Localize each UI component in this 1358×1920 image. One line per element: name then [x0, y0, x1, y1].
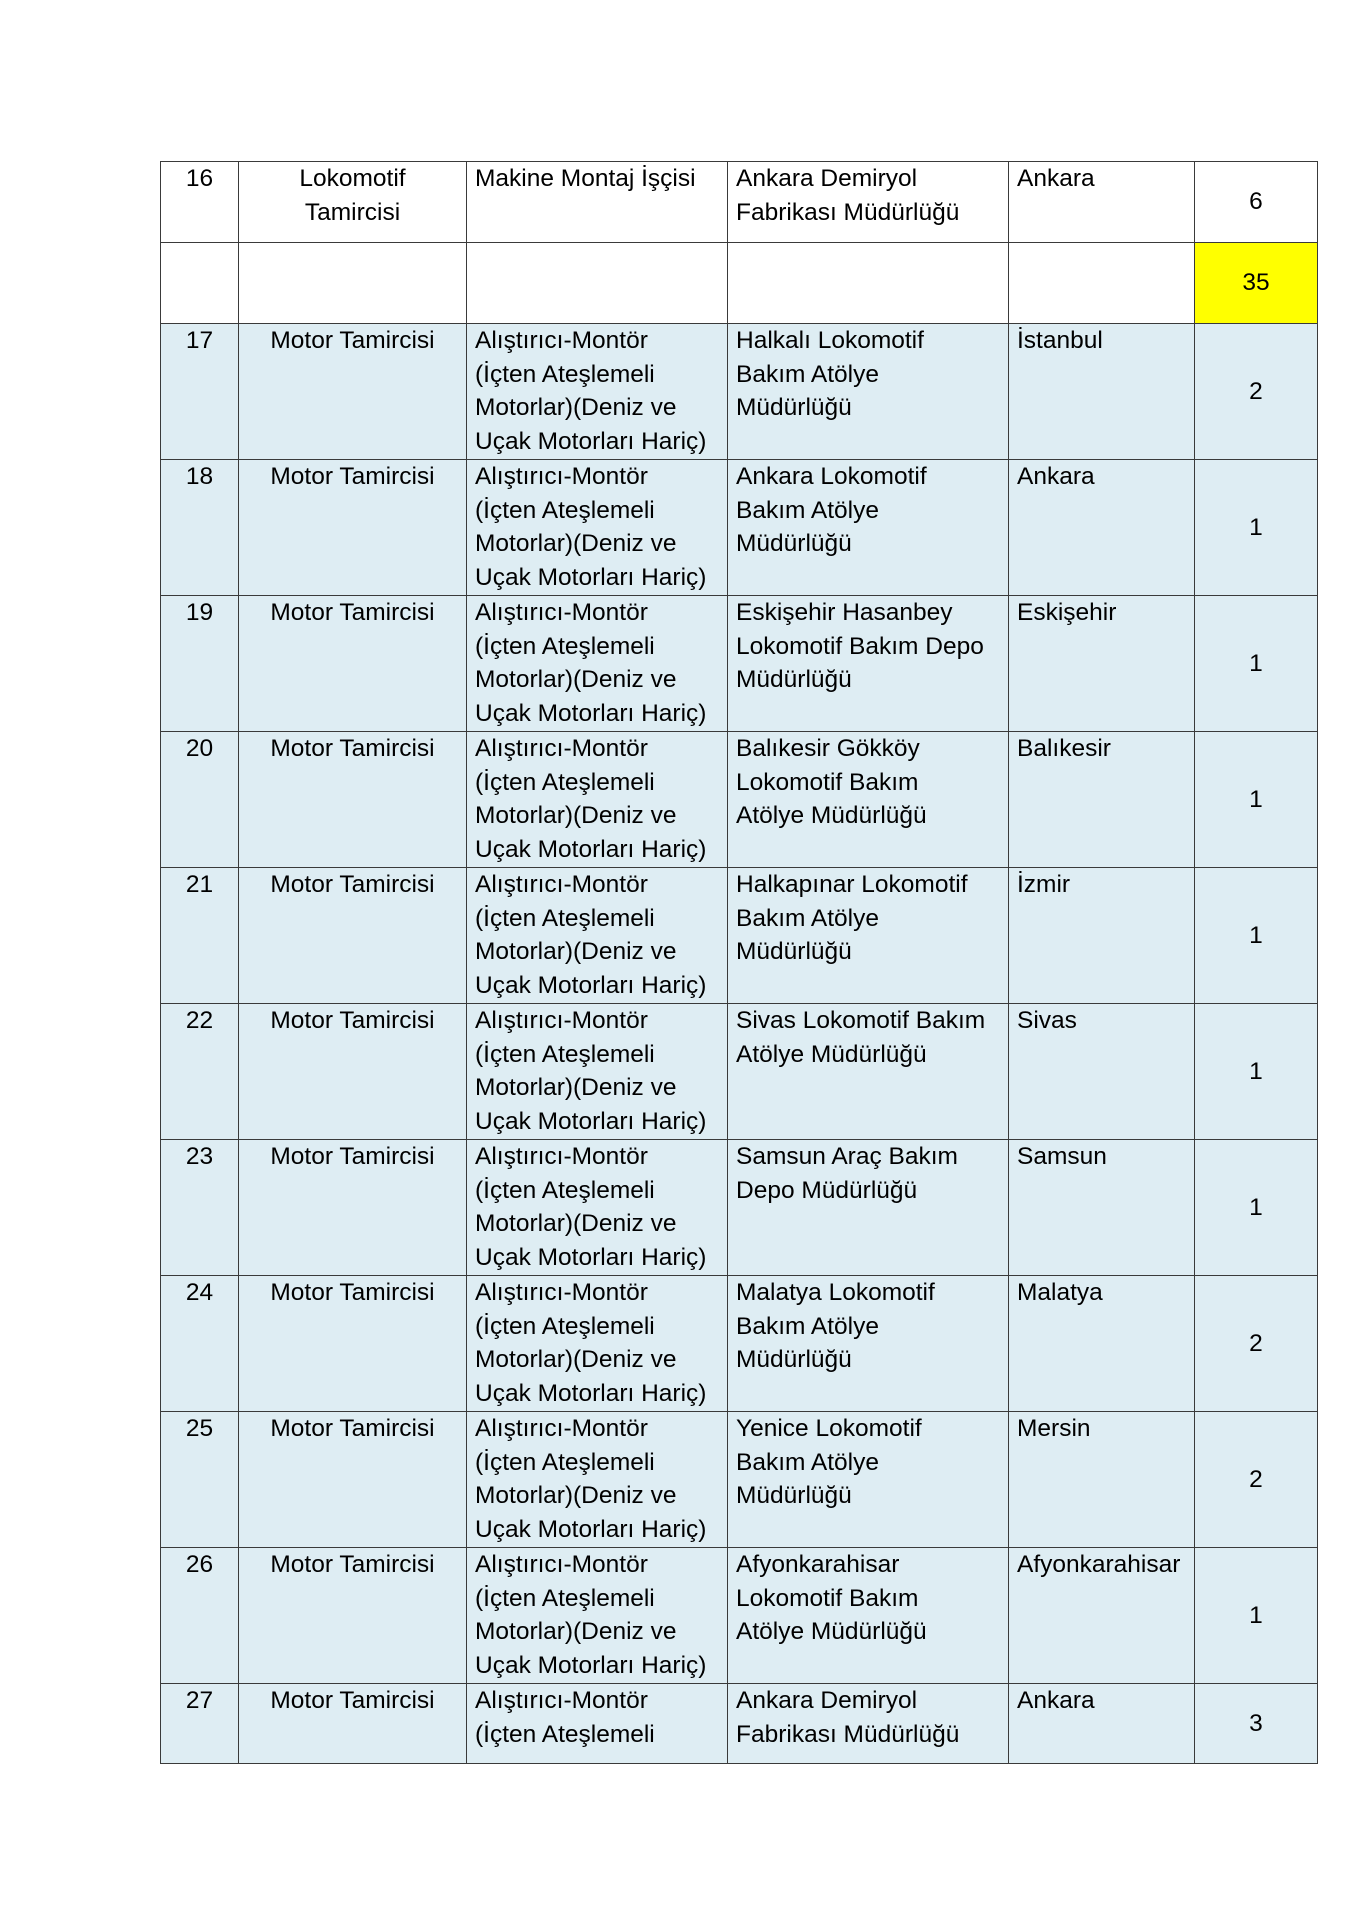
- row-number: 23: [161, 1140, 239, 1276]
- city: Afyonkarahisar: [1009, 1548, 1195, 1684]
- row-number: 22: [161, 1004, 239, 1140]
- city: Ankara: [1009, 1684, 1195, 1764]
- table-row: [161, 1548, 1318, 1684]
- position-count: 6: [1195, 162, 1318, 243]
- staff-table: [160, 161, 1318, 1764]
- job-title: Motor Tamircisi: [239, 1276, 467, 1412]
- position-count: 2: [1195, 1276, 1318, 1412]
- unit-name: Balıkesir Gökköy Lokomotif Bakım Atölye Müdürlüğü: [728, 732, 1009, 868]
- unit-name: Malatya Lokomotif Bakım Atölye Müdürlüğü: [728, 1276, 1009, 1412]
- position-count: 1: [1195, 1004, 1318, 1140]
- job-title: Lokomotif Tamircisi: [239, 162, 467, 243]
- unit-name: Ankara Lokomotif Bakım Atölye Müdürlüğü: [728, 460, 1009, 596]
- occupation: Alıştırıcı-Montör (İçten Ateşlemeli Motorlar)(Deniz ve Uçak Motorları Hariç): [467, 1548, 728, 1684]
- city: Sivas: [1009, 1004, 1195, 1140]
- empty-cell: [161, 243, 239, 324]
- row-number: 25: [161, 1412, 239, 1548]
- job-title: Motor Tamircisi: [239, 1412, 467, 1548]
- unit-name: Halkapınar Lokomotif Bakım Atölye Müdürlüğü: [728, 868, 1009, 1004]
- city: Malatya: [1009, 1276, 1195, 1412]
- occupation: Alıştırıcı-Montör (İçten Ateşlemeli Motorlar)(Deniz ve Uçak Motorları Hariç): [467, 324, 728, 460]
- city: Ankara: [1009, 162, 1195, 243]
- position-count: 1: [1195, 596, 1318, 732]
- empty-cell: [239, 243, 467, 324]
- occupation: Alıştırıcı-Montör (İçten Ateşlemeli Motorlar)(Deniz ve Uçak Motorları Hariç): [467, 596, 728, 732]
- city: Samsun: [1009, 1140, 1195, 1276]
- occupation: Alıştırıcı-Montör (İçten Ateşlemeli Motorlar)(Deniz ve Uçak Motorları Hariç): [467, 732, 728, 868]
- job-title: Motor Tamircisi: [239, 1684, 467, 1764]
- unit-name: Samsun Araç Bakım Depo Müdürlüğü: [728, 1140, 1009, 1276]
- occupation: Makine Montaj İşçisi: [467, 162, 728, 243]
- occupation: Alıştırıcı-Montör (İçten Ateşlemeli: [467, 1684, 728, 1764]
- city: Ankara: [1009, 460, 1195, 596]
- job-title: Motor Tamircisi: [239, 732, 467, 868]
- job-title: Motor Tamircisi: [239, 460, 467, 596]
- city: Eskişehir: [1009, 596, 1195, 732]
- city: Mersin: [1009, 1412, 1195, 1548]
- occupation: Alıştırıcı-Montör (İçten Ateşlemeli Motorlar)(Deniz ve Uçak Motorları Hariç): [467, 460, 728, 596]
- unit-name: Halkalı Lokomotif Bakım Atölye Müdürlüğü: [728, 324, 1009, 460]
- row-number: 16: [161, 162, 239, 243]
- row-number: 26: [161, 1548, 239, 1684]
- table-row: [161, 1140, 1318, 1276]
- row-number: 27: [161, 1684, 239, 1764]
- job-title: Motor Tamircisi: [239, 1004, 467, 1140]
- position-count: 1: [1195, 1140, 1318, 1276]
- unit-name: Afyonkarahisar Lokomotif Bakım Atölye Müdürlüğü: [728, 1548, 1009, 1684]
- row-number: 24: [161, 1276, 239, 1412]
- empty-cell: [728, 243, 1009, 324]
- unit-name: Ankara Demiryol Fabrikası Müdürlüğü: [728, 1684, 1009, 1764]
- table-row: [161, 1276, 1318, 1412]
- occupation: Alıştırıcı-Montör (İçten Ateşlemeli Motorlar)(Deniz ve Uçak Motorları Hariç): [467, 868, 728, 1004]
- table-row: [161, 1004, 1318, 1140]
- position-count: 3: [1195, 1684, 1318, 1764]
- job-title: Motor Tamircisi: [239, 1140, 467, 1276]
- empty-cell: [1009, 243, 1195, 324]
- position-count: 1: [1195, 460, 1318, 596]
- table-row: [161, 1412, 1318, 1548]
- position-count: 1: [1195, 868, 1318, 1004]
- occupation: Alıştırıcı-Montör (İçten Ateşlemeli Motorlar)(Deniz ve Uçak Motorları Hariç): [467, 1412, 728, 1548]
- occupation: Alıştırıcı-Montör (İçten Ateşlemeli Motorlar)(Deniz ve Uçak Motorları Hariç): [467, 1140, 728, 1276]
- city: İzmir: [1009, 868, 1195, 1004]
- row-number: 20: [161, 732, 239, 868]
- table-row: [161, 596, 1318, 732]
- position-count: 1: [1195, 732, 1318, 868]
- job-title: Motor Tamircisi: [239, 1548, 467, 1684]
- row-number: 18: [161, 460, 239, 596]
- row-number: 17: [161, 324, 239, 460]
- city: Balıkesir: [1009, 732, 1195, 868]
- row-number: 21: [161, 868, 239, 1004]
- unit-name: Yenice Lokomotif Bakım Atölye Müdürlüğü: [728, 1412, 1009, 1548]
- table-row: [161, 732, 1318, 868]
- unit-name: Ankara Demiryol Fabrikası Müdürlüğü: [728, 162, 1009, 243]
- unit-name: Eskişehir Hasanbey Lokomotif Bakım Depo Müdürlüğü: [728, 596, 1009, 732]
- table-row: [161, 162, 1318, 243]
- subtotal-count: 35: [1195, 243, 1318, 324]
- position-count: 2: [1195, 324, 1318, 460]
- occupation: Alıştırıcı-Montör (İçten Ateşlemeli Motorlar)(Deniz ve Uçak Motorları Hariç): [467, 1276, 728, 1412]
- table-row: [161, 1684, 1318, 1764]
- occupation: Alıştırıcı-Montör (İçten Ateşlemeli Motorlar)(Deniz ve Uçak Motorları Hariç): [467, 1004, 728, 1140]
- table-row: [161, 460, 1318, 596]
- table-row: [161, 868, 1318, 1004]
- job-title: Motor Tamircisi: [239, 868, 467, 1004]
- subtotal-row: [161, 243, 1318, 324]
- unit-name: Sivas Lokomotif Bakım Atölye Müdürlüğü: [728, 1004, 1009, 1140]
- city: İstanbul: [1009, 324, 1195, 460]
- job-title: Motor Tamircisi: [239, 596, 467, 732]
- row-number: 19: [161, 596, 239, 732]
- empty-cell: [467, 243, 728, 324]
- job-title: Motor Tamircisi: [239, 324, 467, 460]
- table-row: [161, 324, 1318, 460]
- position-count: 2: [1195, 1412, 1318, 1548]
- position-count: 1: [1195, 1548, 1318, 1684]
